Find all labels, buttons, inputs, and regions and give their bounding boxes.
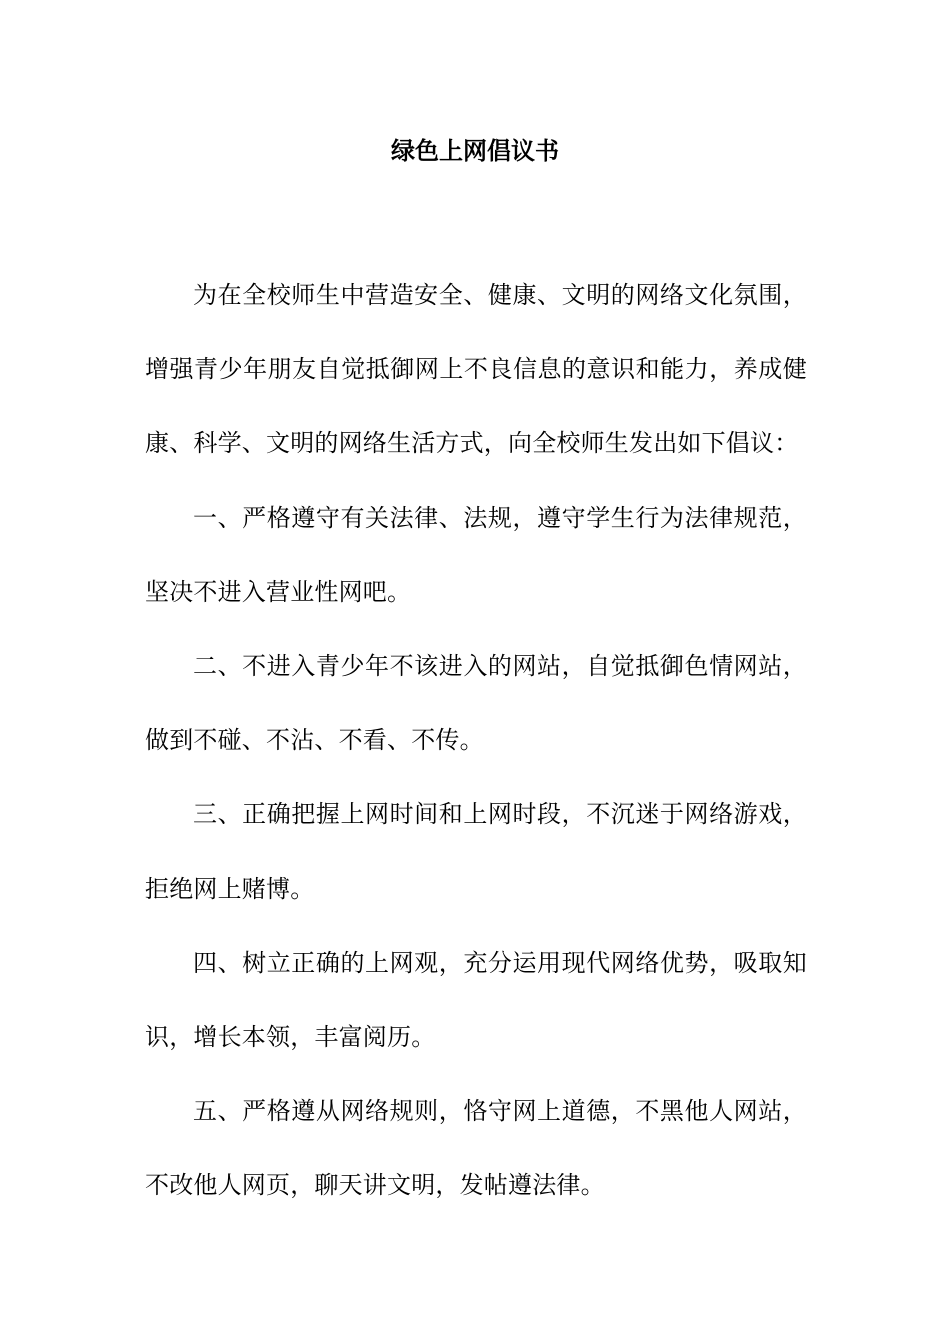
paragraph-item-5: 五、严格遵从网络规则，恪守网上道德，不黑他人网站，不改他人网页，聊天讲文明，发帖遵法律。 (145, 1097, 807, 1200)
paragraph-item-2: 二、不进入青少年不该进入的网站，自觉抵御色情网站，做到不碰、不沾、不看、不传。 (145, 652, 807, 755)
paragraph-item-3: 三、正确把握上网时间和上网时段，不沉迷于网络游戏，拒绝网上赌博。 (145, 800, 807, 903)
paragraph-item-1: 一、严格遵守有关法律、法规，遵守学生行为法律规范，坚决不进入营业性网吧。 (145, 503, 807, 606)
document-title: 绿色上网倡议书 (391, 136, 559, 165)
paragraph-item-4: 四、树立正确的上网观，充分运用现代网络优势，吸取知识，增长本领，丰富阅历。 (145, 948, 807, 1052)
document-body (145, 258, 807, 1223)
paragraph-intro: 为在全校师生中营造安全、健康、文明的网络文化氛围，增强青少年朋友自觉抵御网上不良信息的意识和能力，养成健康、科学、文明的网络生活方式，向全校师生发出如下倡议： (145, 281, 807, 458)
